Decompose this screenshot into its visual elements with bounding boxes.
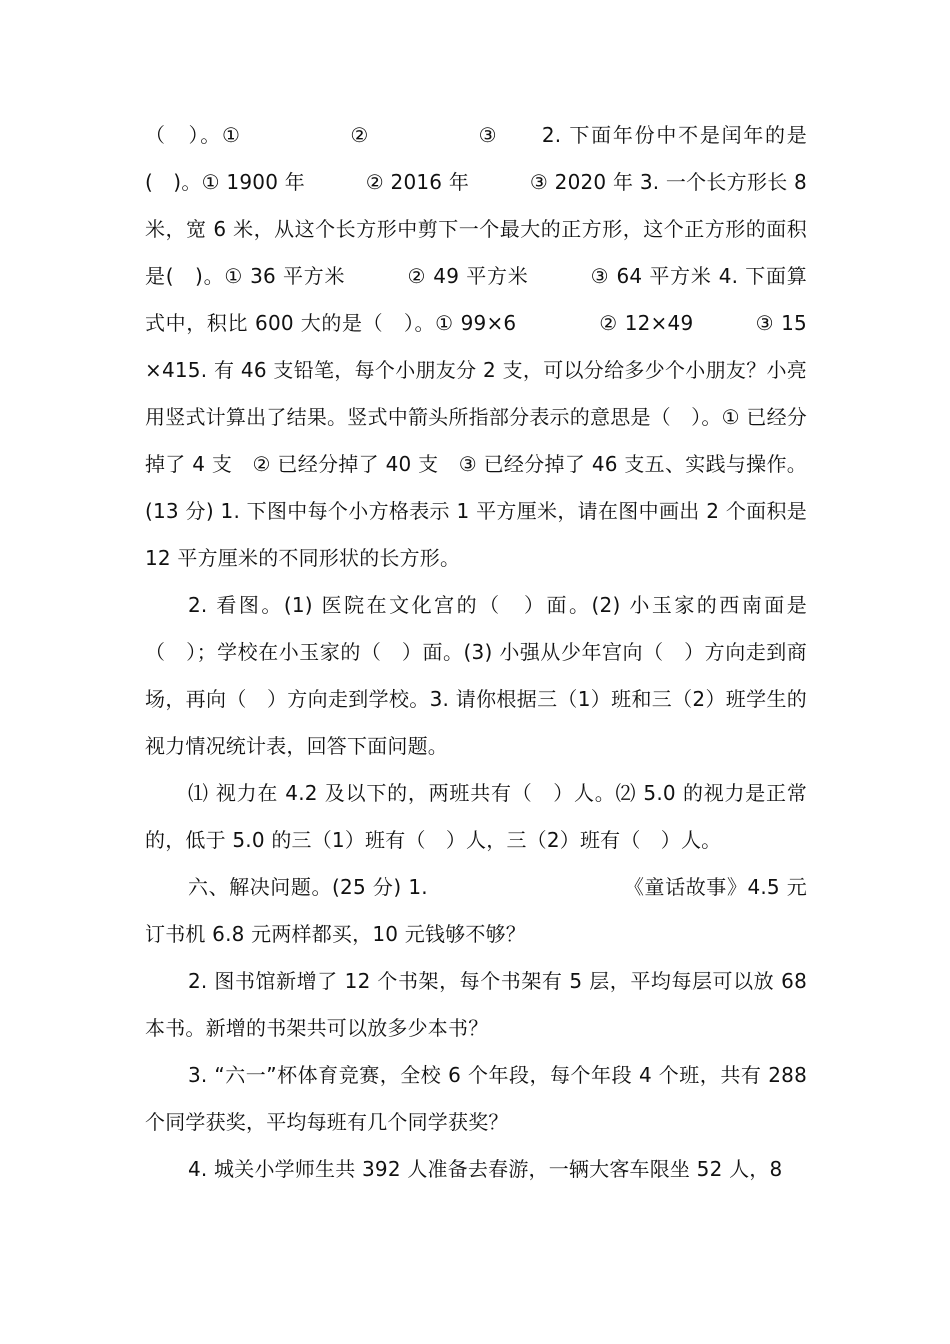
paragraph-problem-4: 4. 城关小学师生共 392 人准备去春游，一辆大客车限坐 52 人，8 <box>188 1157 783 1181</box>
paragraph-vision-question: ⑴ 视力在 4.2 及以下的，两班共有（ ）人。⑵ 5.0 的视力是正常的，低于 5.0 的三（1）班有（ ）人，三（2）班有（ ）人。 <box>145 781 807 852</box>
paragraph-problem-2: 2. 图书馆新增了 12 个书架，每个书架有 5 层，平均每层可以放 68 本书。新增的书架共可以放多少本书？ <box>145 969 807 1040</box>
paragraph-multiple-choice: （ ）。① ② ③ 2. 下面年份中不是闰年的是( )。① 1900 年 ② 2016 年 ③ 2020 年 3. 一个长方形长 8 米，宽 6 米，从这个长方形中剪下一个最大的正方形，这个正方形的面积是( )。① 36 平方米 ② 49 平方米 ③ 64 平方米 4. 下面算式中，积比 600 大的是（ ）。① 99×6 ② 12×49 ③ 15×415. 有 46 支铅笔，每个小朋友分 2 支，可以分给多少个小朋友？小亮用竖式计算出了结果。竖式中箭头所指部分表示的意思是（ ）。① 已经分掉了 4 支 ② 已经分掉了 40 支 ③ 已经分掉了 46 支五、实践与操作。(13 分) 1. 下图中每个小方格表示 1 平方厘米，请在图中画出 2 个面积是 12 平方厘米的不同形状的长方形。 <box>145 123 807 570</box>
document-page <box>145 112 807 1193</box>
paragraph-problem-3: 3. “六一”杯体育竞赛，全校 6 个年段，每个年段 4 个班，共有 288 个同学获奖，平均每班有几个同学获奖？ <box>145 1063 807 1134</box>
paragraph-map-question: 2. 看图。(1) 医院在文化宫的（ ）面。(2) 小玉家的西南面是（ ）；学校在小玉家的（ ）面。(3) 小强从少年宫向（ ）方向走到商场，再向（ ）方向走到学校。3. 请你根据三（1）班和三（2）班学生的视力情况统计表，回答下面问题。 <box>145 593 807 758</box>
paragraph-problem-1: 六、解决问题。(25 分) 1. 《童话故事》4.5 元订书机 6.8 元两样都买，10 元钱够不够？ <box>145 875 807 946</box>
